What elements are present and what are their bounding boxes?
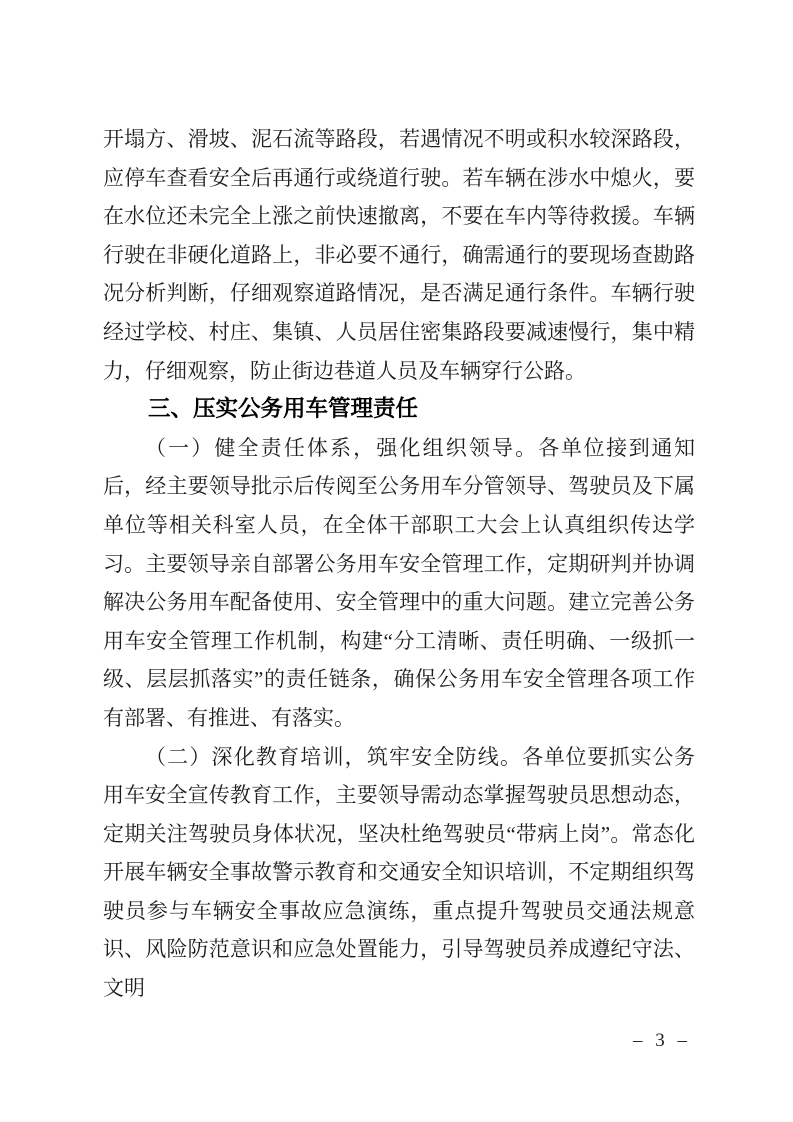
paragraph-item-1: [103, 429, 695, 738]
section-heading: 三、压实公务用车管理责任: [148, 396, 419, 422]
page-number: – 3 –: [633, 1030, 691, 1051]
paragraph-1-lead: （一）健全责任体系，强化组织领导。: [145, 435, 539, 460]
paragraph-2-text: 各单位要抓实公务用车安全宣传教育工作，主要领导需动态掌握驾驶员思想动态，定期关注驾驶员身体状况，坚决杜绝驾驶员“带病上岗”。常态化开展车辆安全事故警示教育和交通安全知识培训，不定期组织驾驶员参与车辆安全事故应急演练，重点提升驾驶员交通法规意识、风险防范意识和应急处置能力，引导驾驶员养成遵纪守法、文明: [103, 744, 695, 1001]
paragraph-2-lead: （二）深化教育培训，筑牢安全防线。: [145, 744, 523, 769]
continuation-paragraph: 开塌方、滑坡、泥石流等路段，若遇情况不明或积水较深路段，应停车查看安全后再通行或绕道行驶。若车辆在涉水中熄火，要在水位还未完全上涨之前快速撤离，不要在车内等待救援。车辆行驶在非硬化道路上，非必要不通行，确需通行的要现场查勘路况分析判断，仔细观察道路情况，是否满足通行条件。车辆行驶经过学校、村庄、集镇、人员居住密集路段要减速慢行，集中精力，仔细观察，防止街边巷道人员及车辆穿行公路。: [103, 127, 695, 383]
paragraph-item-2: [103, 738, 695, 1008]
document-body: [103, 120, 695, 1008]
paragraph-1-text: 各单位接到通知后，经主要领导批示后传阅至公务用车分管领导、驾驶员及下属单位等相关科室人员，在全体干部职工大会上认真组织传达学习。主要领导亲自部署公务用车安全管理工作，定期研判并协调解决公务用车配备使用、安全管理中的重大问题。建立完善公务用车安全管理工作机制，构建“分工清晰、责任明确、一级抓一级、层层抓落实”的责任链条，确保公务用车安全管理各项工作有部署、有推进、有落实。: [103, 435, 696, 730]
